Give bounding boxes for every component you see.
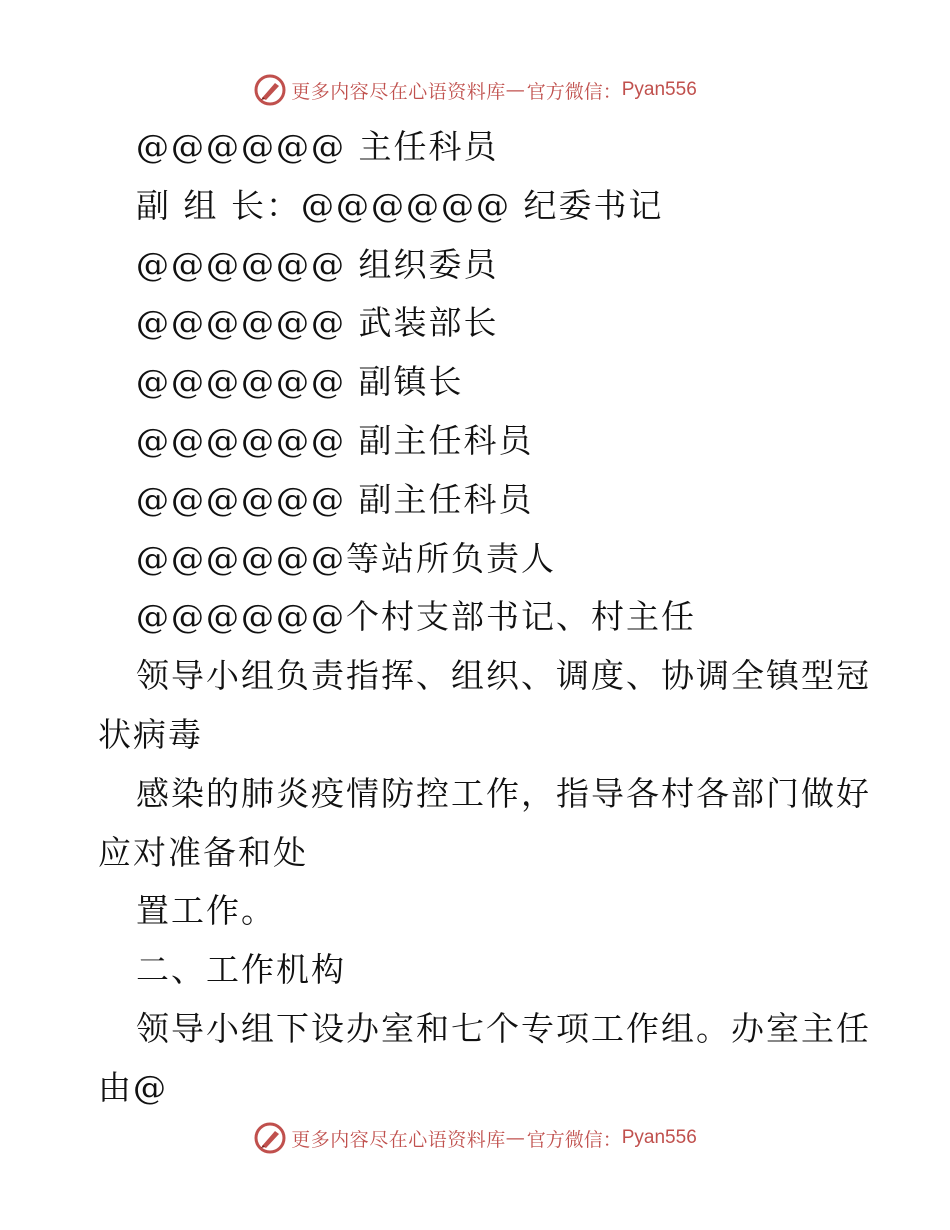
text-line: @@@@@@ 副主任科员: [136, 479, 534, 519]
text-line: 由@: [98, 1067, 168, 1107]
text-line: 领导小组负责指挥、组织、调度、协调全镇型冠: [136, 656, 871, 696]
footer-separator: —: [505, 1127, 525, 1149]
text-line: 感染的肺炎疫情防控工作，指导各村各部门做好: [136, 773, 871, 813]
header-brand: 更多内容尽在心语资料库: [291, 80, 506, 103]
header-banner: [0, 70, 950, 110]
pen-logo-icon: [253, 73, 287, 107]
document-body: [98, 118, 871, 1118]
footer-banner: [0, 1118, 950, 1158]
text-line: @@@@@@ 主任科员: [136, 127, 499, 166]
pen-logo-icon: [253, 1121, 287, 1155]
text-line: @@@@@@ 副镇长: [136, 362, 464, 402]
header-official: 官方微信：: [526, 80, 622, 103]
text-line: @@@@@@ 组织委员: [136, 244, 499, 284]
text-line: 置工作。: [136, 891, 276, 931]
text-line: @@@@@@等站所负责人: [136, 538, 556, 578]
text-line: 副 组 长：@@@@@@ 纪委书记: [136, 185, 664, 225]
text-line: 二、工作机构: [136, 950, 346, 990]
footer-brand: 更多内容尽在心语资料库: [291, 1128, 506, 1151]
text-line: @@@@@@ 副主任科员: [136, 420, 534, 460]
footer-wechat-id: Pyan556: [621, 1127, 697, 1148]
text-line: @@@@@@ 武装部长: [136, 303, 499, 343]
header-separator: —: [505, 79, 525, 101]
footer-official: 官方微信：: [526, 1128, 622, 1151]
text-line: @@@@@@个村支部书记、村主任: [136, 597, 696, 637]
header-wechat-id: Pyan556: [621, 79, 697, 100]
text-line: 应对准备和处: [98, 832, 308, 872]
text-line: 状病毒: [98, 714, 203, 754]
text-line: 领导小组下设办室和七个专项工作组。办室主任: [136, 1008, 871, 1048]
